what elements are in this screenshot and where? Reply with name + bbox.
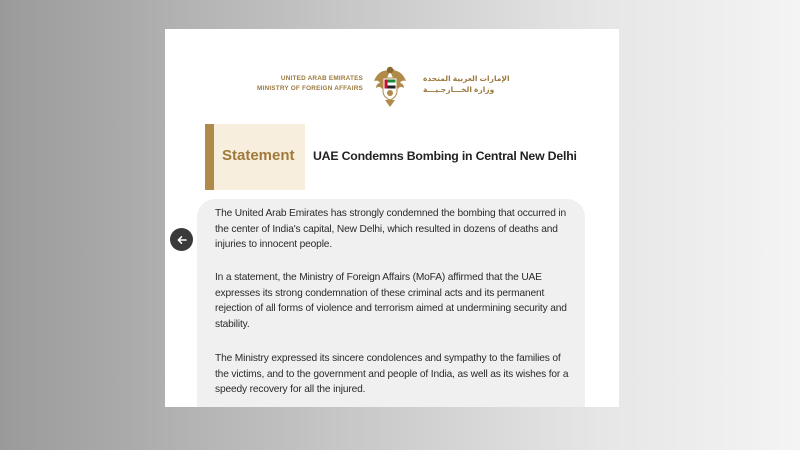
statement-paragraph-1: The United Arab Emirates has strongly condemned the bombing that occurred in the center of India's capital, New Delhi, which resulted in dozens of deaths and injuries to innocent people.: [215, 208, 567, 250]
ministry-english-line2: MINISTRY OF FOREIGN AFFAIRS: [257, 85, 363, 92]
ministry-header: [165, 63, 619, 111]
ministry-name-arabic: [423, 73, 510, 95]
statement-badge: [205, 124, 305, 190]
statement-title-row: [205, 124, 605, 190]
ministry-english-line1: UNITED ARAB EMIRATES: [280, 75, 363, 82]
arrow-left-icon: [176, 234, 188, 246]
statement-badge-label: Statement: [222, 147, 295, 164]
statement-title: UAE Condemns Bombing in Central New Delhi: [313, 149, 577, 163]
uae-emblem-icon: [371, 63, 409, 109]
ministry-name-english: [257, 74, 363, 94]
statement-page: [165, 29, 619, 407]
back-button[interactable]: [170, 228, 193, 251]
statement-paragraph-2: In a statement, the Ministry of Foreign Affairs (MoFA) affirmed that the UAE expresses its strong condemnation of these criminal acts and its permanent rejection of all forms of violence and terrorism aimed at undermining security and stability.: [215, 272, 567, 330]
statement-paragraph-3: The Ministry expressed its sincere condolences and sympathy to the families of the victims, and to the government and people of India, as well as its wishes for a speedy recovery for all the injured.: [215, 353, 569, 395]
ministry-arabic-line2: وزارة الخـــارجـيـــة: [423, 85, 495, 94]
statement-body-card: [197, 199, 585, 407]
ministry-arabic-line1: الإمارات العربية المتحدة: [423, 74, 510, 83]
